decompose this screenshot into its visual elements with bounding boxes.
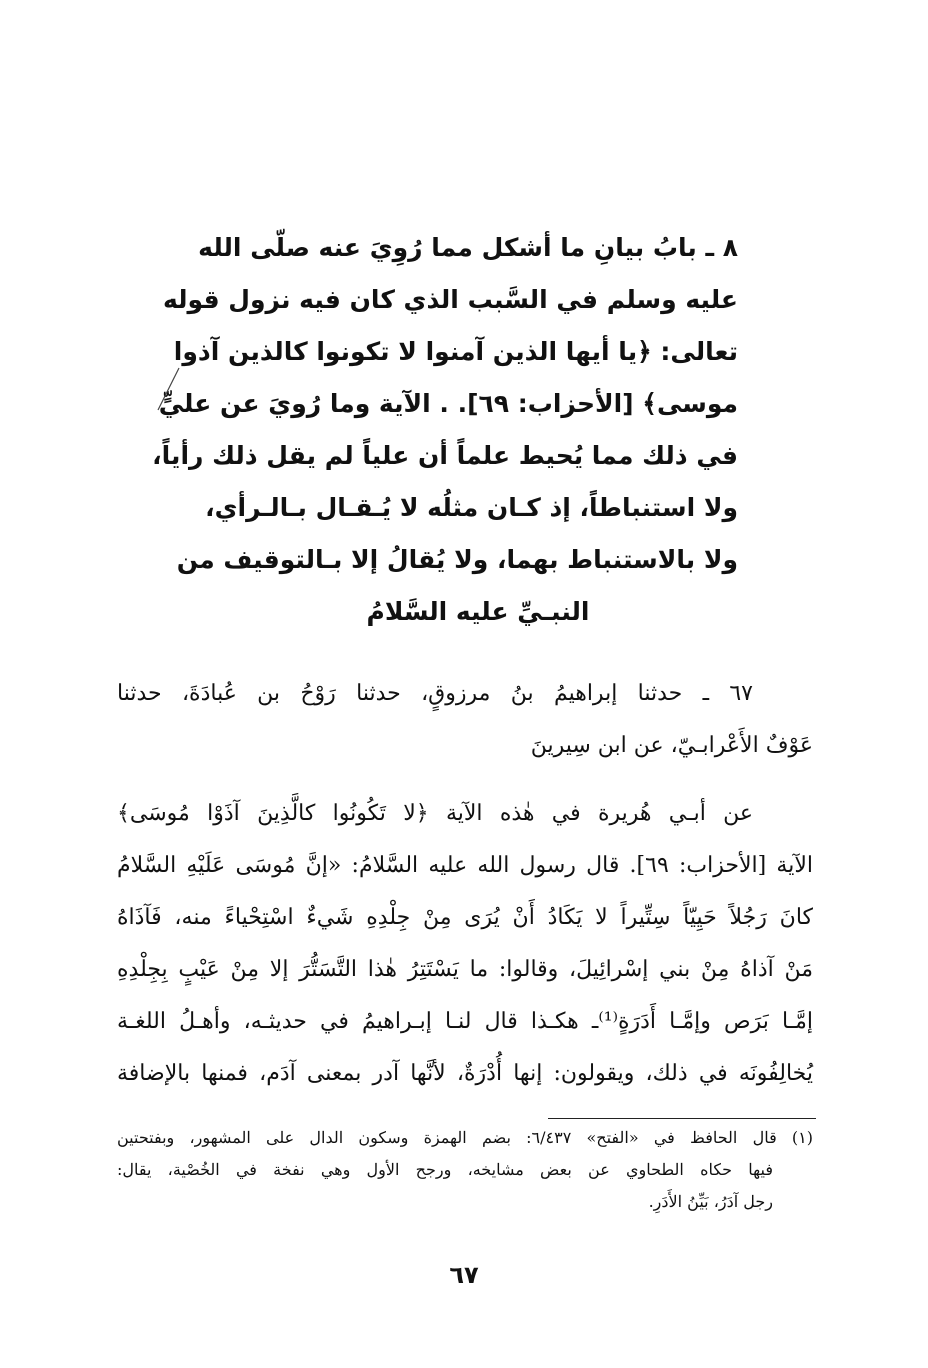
- text-line: إمَّـا بَرَص وإمَّـا أَدَرَةٍ⁽¹⁾ـ هكـذا قال لنـا إبـراهيمُ في حديثـه، وأهـلُ اللغـة: [117, 1009, 813, 1034]
- heading-line: ٨ ـ بابُ بيانِ ما أشكل مما رُوِيَ عنه صلّى الله: [198, 233, 738, 262]
- heading-line: تعالى: ﴿يا أيها الذين آمنوا لا تكونوا كالذين آذوا: [173, 337, 738, 366]
- chapter-heading: [152, 222, 738, 638]
- text-line: عن أبـي هُريرة في هٰذه الآية ﴿لا تَكُونُوا كالَّذِينَ آذَوْا مُوسَى﴾: [117, 801, 753, 826]
- footnote: [117, 1122, 813, 1218]
- heading-line: ولا استنباطاً، إذ كـان مثلُه لا يُـقـال بـالـرأي،: [205, 493, 738, 522]
- heading-line: ولا بالاستنباط بهما، ولا يُقالُ إلا بـالتوقيف من: [176, 545, 738, 574]
- margin-pen-mark: [155, 366, 181, 412]
- isnad-paragraph: [117, 668, 813, 772]
- footnote-line: فيها حكاه الطحاوي عن بعض مشايخه، ورجح الأول وهي نفخة في الخُصْية، يقال:: [117, 1160, 773, 1179]
- page-number: ٦٧: [449, 1261, 479, 1289]
- footnote-line: (١) قال الحافظ في «الفتح» ٦/٤٣٧: بضم الهمزة وسكون الدال على المشهور، وبفتحتين: [117, 1128, 814, 1147]
- text-line: يُخالِفُونَه في ذلك، ويقولون: إنها أُدْرَةٌ، لأنَّها آدر بمعنى آدَم، فمنها بالإضافة: [117, 1061, 813, 1086]
- footnote-separator: [548, 1118, 816, 1119]
- heading-line: عليه وسلم في السَّبب الذي كان فيه نزول قوله: [162, 285, 738, 314]
- text-line: الآية [الأحزاب: ٦٩]. قال رسول الله عليه السَّلامُ: «إنَّ مُوسَى عَلَيْهِ السَّلامُ: [117, 853, 814, 878]
- text-line: ٦٧ ـ حدثنا إبراهيمُ بنُ مرزوقٍ، حدثنا رَوْحُ بن عُبادَةَ، حدثنا: [117, 681, 753, 706]
- text-line: عَوْفٌ الأَعْرابـيّ، عن ابن سِيرينَ: [530, 733, 813, 758]
- heading-line: موسى﴾ [الأحزاب: ٦٩]. . الآية وما رُويَ عن عليٍّ: [158, 389, 738, 418]
- heading-line: في ذلك مما يُحيط علماً أن علياً لم يقل ذلك رأياً،: [152, 441, 738, 470]
- text-line: مَنْ آذاهُ مِنْ بني إسْرائِيلَ، وقالوا: ما يَسْتَتِرُ هٰذا التَّسَتُّرَ إلا مِنْ عَيْبٍ بِجِلْدِهِ: [117, 957, 813, 982]
- text-line: كانَ رَجُلاً حَيِيّاً سِتِّيراً لا يَكَادُ أَنْ يُرَى مِنْ جِلْدِهِ شَيءٌ اسْتِحْياءً منه، فَآذَاهُ: [117, 905, 813, 930]
- heading-line: النبـيِّ عليه السَّلامُ: [366, 597, 590, 626]
- hadith-paragraph: [117, 788, 813, 1100]
- footnote-line: رجل آدَرُ، بَيِّنُ الأَدَرِ.: [648, 1192, 773, 1211]
